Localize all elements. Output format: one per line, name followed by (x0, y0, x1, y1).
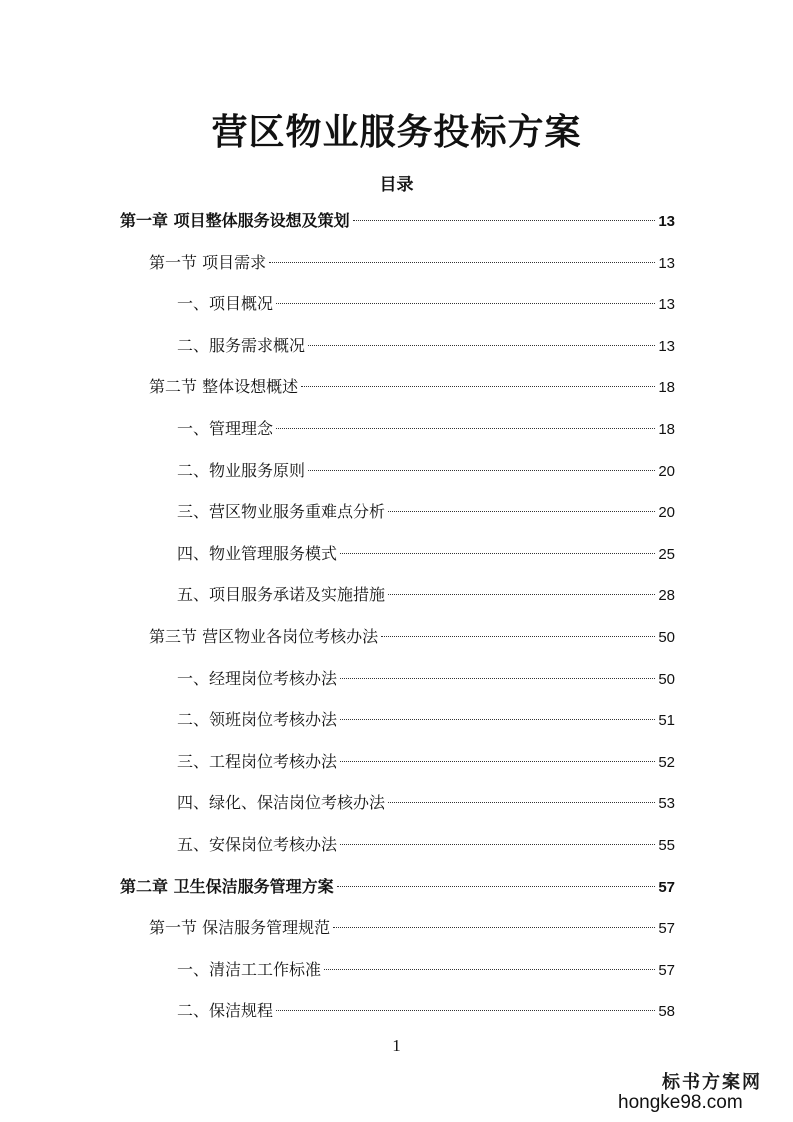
toc-entry[interactable] (177, 541, 675, 567)
toc-entry[interactable] (149, 624, 675, 650)
document-title: 营区物业服务投标方案 (211, 112, 582, 153)
toc-entry-label: 第三节 营区物业各岗位考核办法 (149, 627, 379, 646)
toc-entry[interactable] (177, 666, 675, 692)
toc-entry-label: 四、物业管理服务模式 (177, 543, 338, 563)
toc-entry-page: 13 (658, 213, 675, 230)
toc-entry-label: 一、经理岗位考核办法 (177, 668, 338, 688)
toc-entry-label: 二、物业服务原则 (177, 460, 306, 480)
toc-entry[interactable] (120, 874, 675, 900)
toc-entry-page: 51 (658, 712, 675, 730)
toc-entry-page: 18 (658, 379, 675, 397)
toc-entry[interactable] (177, 957, 675, 983)
toc-leader-dots (308, 345, 655, 346)
toc-entry-label: 五、安保岗位考核办法 (177, 835, 338, 854)
toc-entry[interactable] (120, 208, 675, 234)
toc-entry[interactable] (177, 499, 675, 525)
toc-leader-dots (308, 470, 655, 471)
toc-entry-page: 57 (658, 920, 675, 938)
toc-leader-dots (276, 1010, 655, 1011)
toc-leader-dots (388, 511, 655, 512)
toc-leader-dots (353, 220, 656, 221)
toc-entry-page: 55 (658, 837, 675, 854)
toc-entry-label: 二、保洁规程 (177, 1001, 274, 1021)
toc-entry-page: 57 (658, 878, 675, 896)
toc-leader-dots (340, 678, 655, 679)
toc-entry[interactable] (149, 374, 675, 400)
toc-leader-dots (340, 553, 655, 554)
toc-entry-label: 三、营区物业服务重难点分析 (177, 502, 386, 522)
toc-entry-label: 第一章 项目整体服务设想及策划 (120, 211, 350, 230)
page-number: 1 (392, 1036, 401, 1055)
toc-leader-dots (340, 844, 655, 845)
watermark-brand: 标书方案网 (662, 1072, 762, 1093)
toc-entry-label: 二、服务需求概况 (177, 335, 306, 355)
toc-entry[interactable] (177, 832, 675, 858)
toc-entry-label: 二、领班岗位考核办法 (177, 710, 338, 730)
toc-entry[interactable] (177, 707, 675, 733)
toc-leader-dots (269, 262, 655, 263)
toc-entry-page: 57 (658, 961, 675, 979)
toc-leader-dots (324, 969, 655, 970)
toc-heading: 目录 (379, 175, 414, 195)
toc-entry-page: 13 (658, 254, 675, 272)
toc-leader-dots (340, 719, 655, 720)
toc-entry-page: 28 (658, 587, 675, 605)
toc-entry-page: 18 (658, 421, 675, 438)
toc-entry[interactable] (177, 291, 675, 317)
toc-leader-dots (276, 428, 655, 429)
toc-entry-page: 13 (658, 337, 675, 355)
toc-entry-page: 50 (658, 629, 675, 646)
toc-entry-label: 一、管理理念 (177, 419, 274, 438)
toc-entry-page: 50 (658, 670, 675, 688)
toc-entry-label: 第一节 保洁服务管理规范 (149, 918, 331, 938)
toc-entry[interactable] (177, 790, 675, 816)
toc-entry-page: 53 (658, 795, 675, 813)
toc-entry-label: 第二节 整体设想概述 (149, 377, 299, 397)
toc-entry-page: 52 (658, 753, 675, 771)
toc-leader-dots (337, 886, 656, 887)
toc-entry-label: 三、工程岗位考核办法 (177, 751, 338, 771)
toc-entry[interactable] (177, 582, 675, 608)
toc-entry-label: 一、清洁工工作标准 (177, 959, 322, 979)
toc-entry-label: 第一节 项目需求 (149, 252, 267, 272)
toc-entry[interactable] (177, 458, 675, 484)
toc-leader-dots (381, 636, 655, 637)
toc-entry-page: 20 (658, 462, 675, 480)
toc-entry[interactable] (177, 998, 675, 1024)
toc-entry[interactable] (177, 416, 675, 442)
toc-entry-page: 20 (658, 504, 675, 522)
toc-entry-label: 四、绿化、保洁岗位考核办法 (177, 793, 386, 813)
toc-entry-page: 13 (658, 296, 675, 314)
toc-entry[interactable] (177, 749, 675, 775)
toc-entry-label: 五、项目服务承诺及实施措施 (177, 585, 386, 605)
toc-leader-dots (388, 802, 655, 803)
toc-entry-label: 一、项目概况 (177, 294, 274, 314)
toc-leader-dots (333, 927, 655, 928)
toc-entry[interactable] (149, 250, 675, 276)
toc-leader-dots (301, 386, 655, 387)
toc-leader-dots (388, 594, 655, 595)
toc-entry-page: 58 (658, 1003, 675, 1021)
watermark-url: hongke98.com (618, 1092, 743, 1113)
toc-leader-dots (340, 761, 655, 762)
toc-entry-label: 第二章 卫生保洁服务管理方案 (120, 876, 334, 896)
toc-entry[interactable] (177, 333, 675, 359)
toc-entry-page: 25 (658, 545, 675, 563)
toc-entry[interactable] (149, 915, 675, 941)
toc-leader-dots (276, 303, 655, 304)
